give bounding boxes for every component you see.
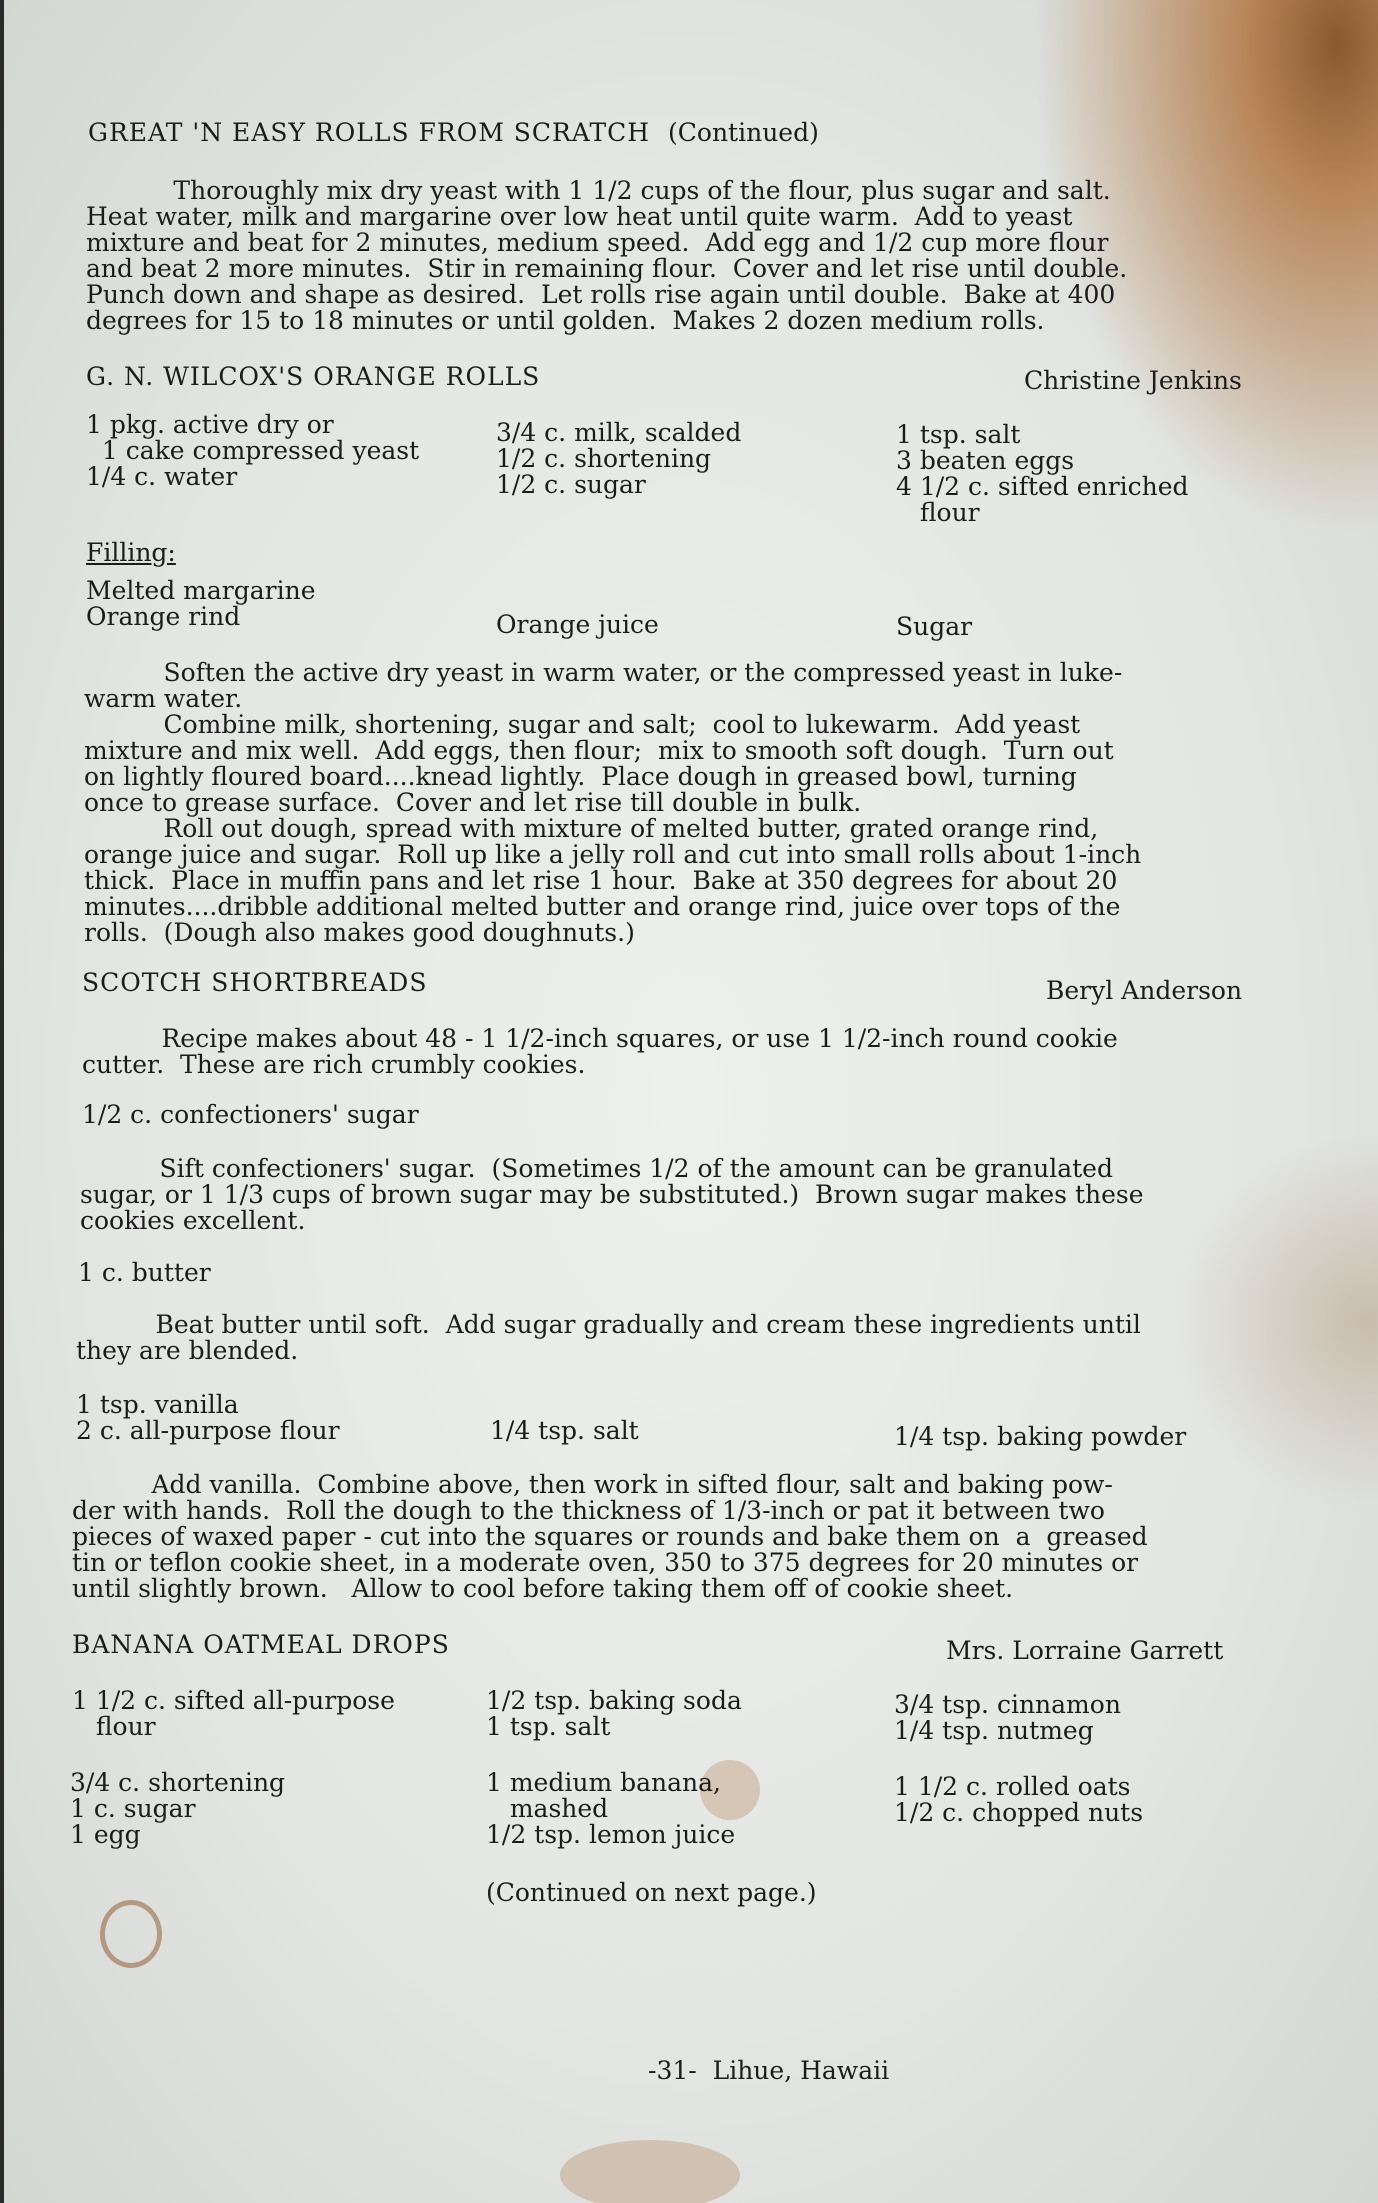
ingredient-line: 1/2 c. confectioners' sugar: [82, 1100, 419, 1129]
page-footer: -31- Lihue, Hawaii: [648, 2056, 890, 2085]
ingredient-column: 3/4 tsp. cinnamon 1/4 tsp. nutmeg: [894, 1690, 1121, 1745]
recipe-directions: [84, 660, 1354, 946]
water-stain: [560, 2140, 740, 2203]
ingredient-column: 1/4 tsp. baking powder: [894, 1422, 1187, 1451]
text-line: Recipe makes about 48 - 1 1/2-inch squares, or use 1 1/2-inch round cookie: [82, 1024, 1118, 1053]
recipe-title: GREAT 'N EASY ROLLS FROM SCRATCH (Continued): [88, 118, 819, 147]
text-line: pieces of waxed paper - cut into the squares or rounds and bake them on a greased: [72, 1522, 1148, 1551]
ingredient-column: 1 pkg. active dry or 1 cake compressed yeast 1/4 c. water: [86, 410, 420, 491]
text-line: Combine milk, shortening, sugar and salt; cool to lukewarm. Add yeast: [84, 710, 1081, 739]
text-line: Sift confectioners' sugar. (Sometimes 1/2 of the amount can be granulated: [80, 1154, 1113, 1183]
text-line: Roll out dough, spread with mixture of melted butter, grated orange rind,: [84, 814, 1099, 843]
text-line: tin or teflon cookie sheet, in a moderate oven, 350 to 375 degrees for 20 minutes or: [72, 1548, 1139, 1577]
ingredient-column: 1 tsp. salt 3 beaten eggs 4 1/2 c. sifted enriched flour: [896, 420, 1189, 527]
text-line: and beat 2 more minutes. Stir in remaining flour. Cover and let rise until double.: [86, 254, 1128, 283]
ingredient-column: 1/4 tsp. salt: [490, 1416, 639, 1445]
text-line: once to grease surface. Cover and let rise till double in bulk.: [84, 788, 862, 817]
filling-column: Melted margarine Orange rind: [86, 576, 316, 631]
ingredient-column: 1 1/2 c. rolled oats 1/2 c. chopped nuts: [894, 1772, 1144, 1827]
ingredient-column: 1 medium banana, mashed 1/2 tsp. lemon juice: [486, 1768, 736, 1849]
text-line: cutter. These are rich crumbly cookies.: [82, 1050, 586, 1079]
stain-ring: [100, 1900, 162, 1968]
text-line: Soften the active dry yeast in warm water, or the compressed yeast in luke-: [84, 658, 1123, 687]
text-line: on lightly floured board....knead lightly. Place dough in greased bowl, turning: [84, 762, 1077, 791]
recipe-title: BANANA OATMEAL DROPS: [72, 1630, 450, 1659]
text-line: thick. Place in muffin pans and let rise 1 hour. Bake at 350 degrees for about 20: [84, 866, 1118, 895]
text-line: minutes....dribble additional melted butter and orange rind, juice over tops of the: [84, 892, 1121, 921]
filling-column: Sugar: [896, 612, 973, 641]
text-line: warm water.: [84, 684, 243, 713]
text-line: mixture and beat for 2 minutes, medium speed. Add egg and 1/2 cup more flour: [86, 228, 1109, 257]
text-line: cookies excellent.: [80, 1206, 306, 1235]
text-line: Beat butter until soft. Add sugar gradually and cream these ingredients until: [76, 1310, 1141, 1339]
filling-column: Orange juice: [496, 610, 659, 639]
text-line: Thoroughly mix dry yeast with 1 1/2 cups of the flour, plus sugar and salt.: [86, 176, 1111, 205]
ingredient-column: 3/4 c. shortening 1 c. sugar 1 egg: [70, 1768, 286, 1849]
ingredient-column: 1 1/2 c. sifted all-purpose flour: [72, 1686, 395, 1741]
text-line: Heat water, milk and margarine over low heat until quite warm. Add to yeast: [86, 202, 1073, 231]
ingredient-column: 1/2 tsp. baking soda 1 tsp. salt: [486, 1686, 742, 1741]
recipe-intro: [82, 1026, 1352, 1078]
ingredient-column: 3/4 c. milk, scalded 1/2 c. shortening 1/2 c. sugar: [496, 418, 742, 499]
recipe-author: Christine Jenkins: [1024, 366, 1242, 395]
recipe-author: Beryl Anderson: [1046, 976, 1243, 1005]
text-line: sugar, or 1 1/3 cups of brown sugar may be substituted.) Brown sugar makes these: [80, 1180, 1144, 1209]
ingredient-line: 1 c. butter: [78, 1258, 211, 1287]
ingredient-column: 1 tsp. vanilla 2 c. all-purpose flour: [76, 1390, 340, 1445]
recipe-step: [76, 1312, 1346, 1364]
text-line: Punch down and shape as desired. Let rolls rise again until double. Bake at 400: [86, 280, 1116, 309]
recipe-author: Mrs. Lorraine Garrett: [946, 1636, 1224, 1665]
text-line: der with hands. Roll the dough to the thickness of 1/3-inch or pat it between two: [72, 1496, 1105, 1525]
recipe-title: G. N. WILCOX'S ORANGE ROLLS: [86, 362, 541, 391]
text-line: mixture and mix well. Add eggs, then flour; mix to smooth soft dough. Turn out: [84, 736, 1114, 765]
recipe-step: [80, 1156, 1350, 1234]
recipe-title: SCOTCH SHORTBREADS: [82, 968, 428, 997]
recipe-directions: [86, 178, 1346, 334]
text-line: rolls. (Dough also makes good doughnuts.): [84, 918, 635, 947]
recipe-step: [72, 1472, 1352, 1602]
text-line: until slightly brown. Allow to cool before taking them off of cookie sheet.: [72, 1574, 1014, 1603]
text-line: they are blended.: [76, 1336, 299, 1365]
text-line: degrees for 15 to 18 minutes or until golden. Makes 2 dozen medium rolls.: [86, 306, 1045, 335]
filling-label: Filling:: [86, 538, 176, 567]
text-line: Add vanilla. Combine above, then work in sifted flour, salt and baking pow-: [72, 1470, 1113, 1499]
text-line: orange juice and sugar. Roll up like a jelly roll and cut into small rolls about 1-inch: [84, 840, 1142, 869]
continued-note: (Continued on next page.): [486, 1878, 817, 1907]
